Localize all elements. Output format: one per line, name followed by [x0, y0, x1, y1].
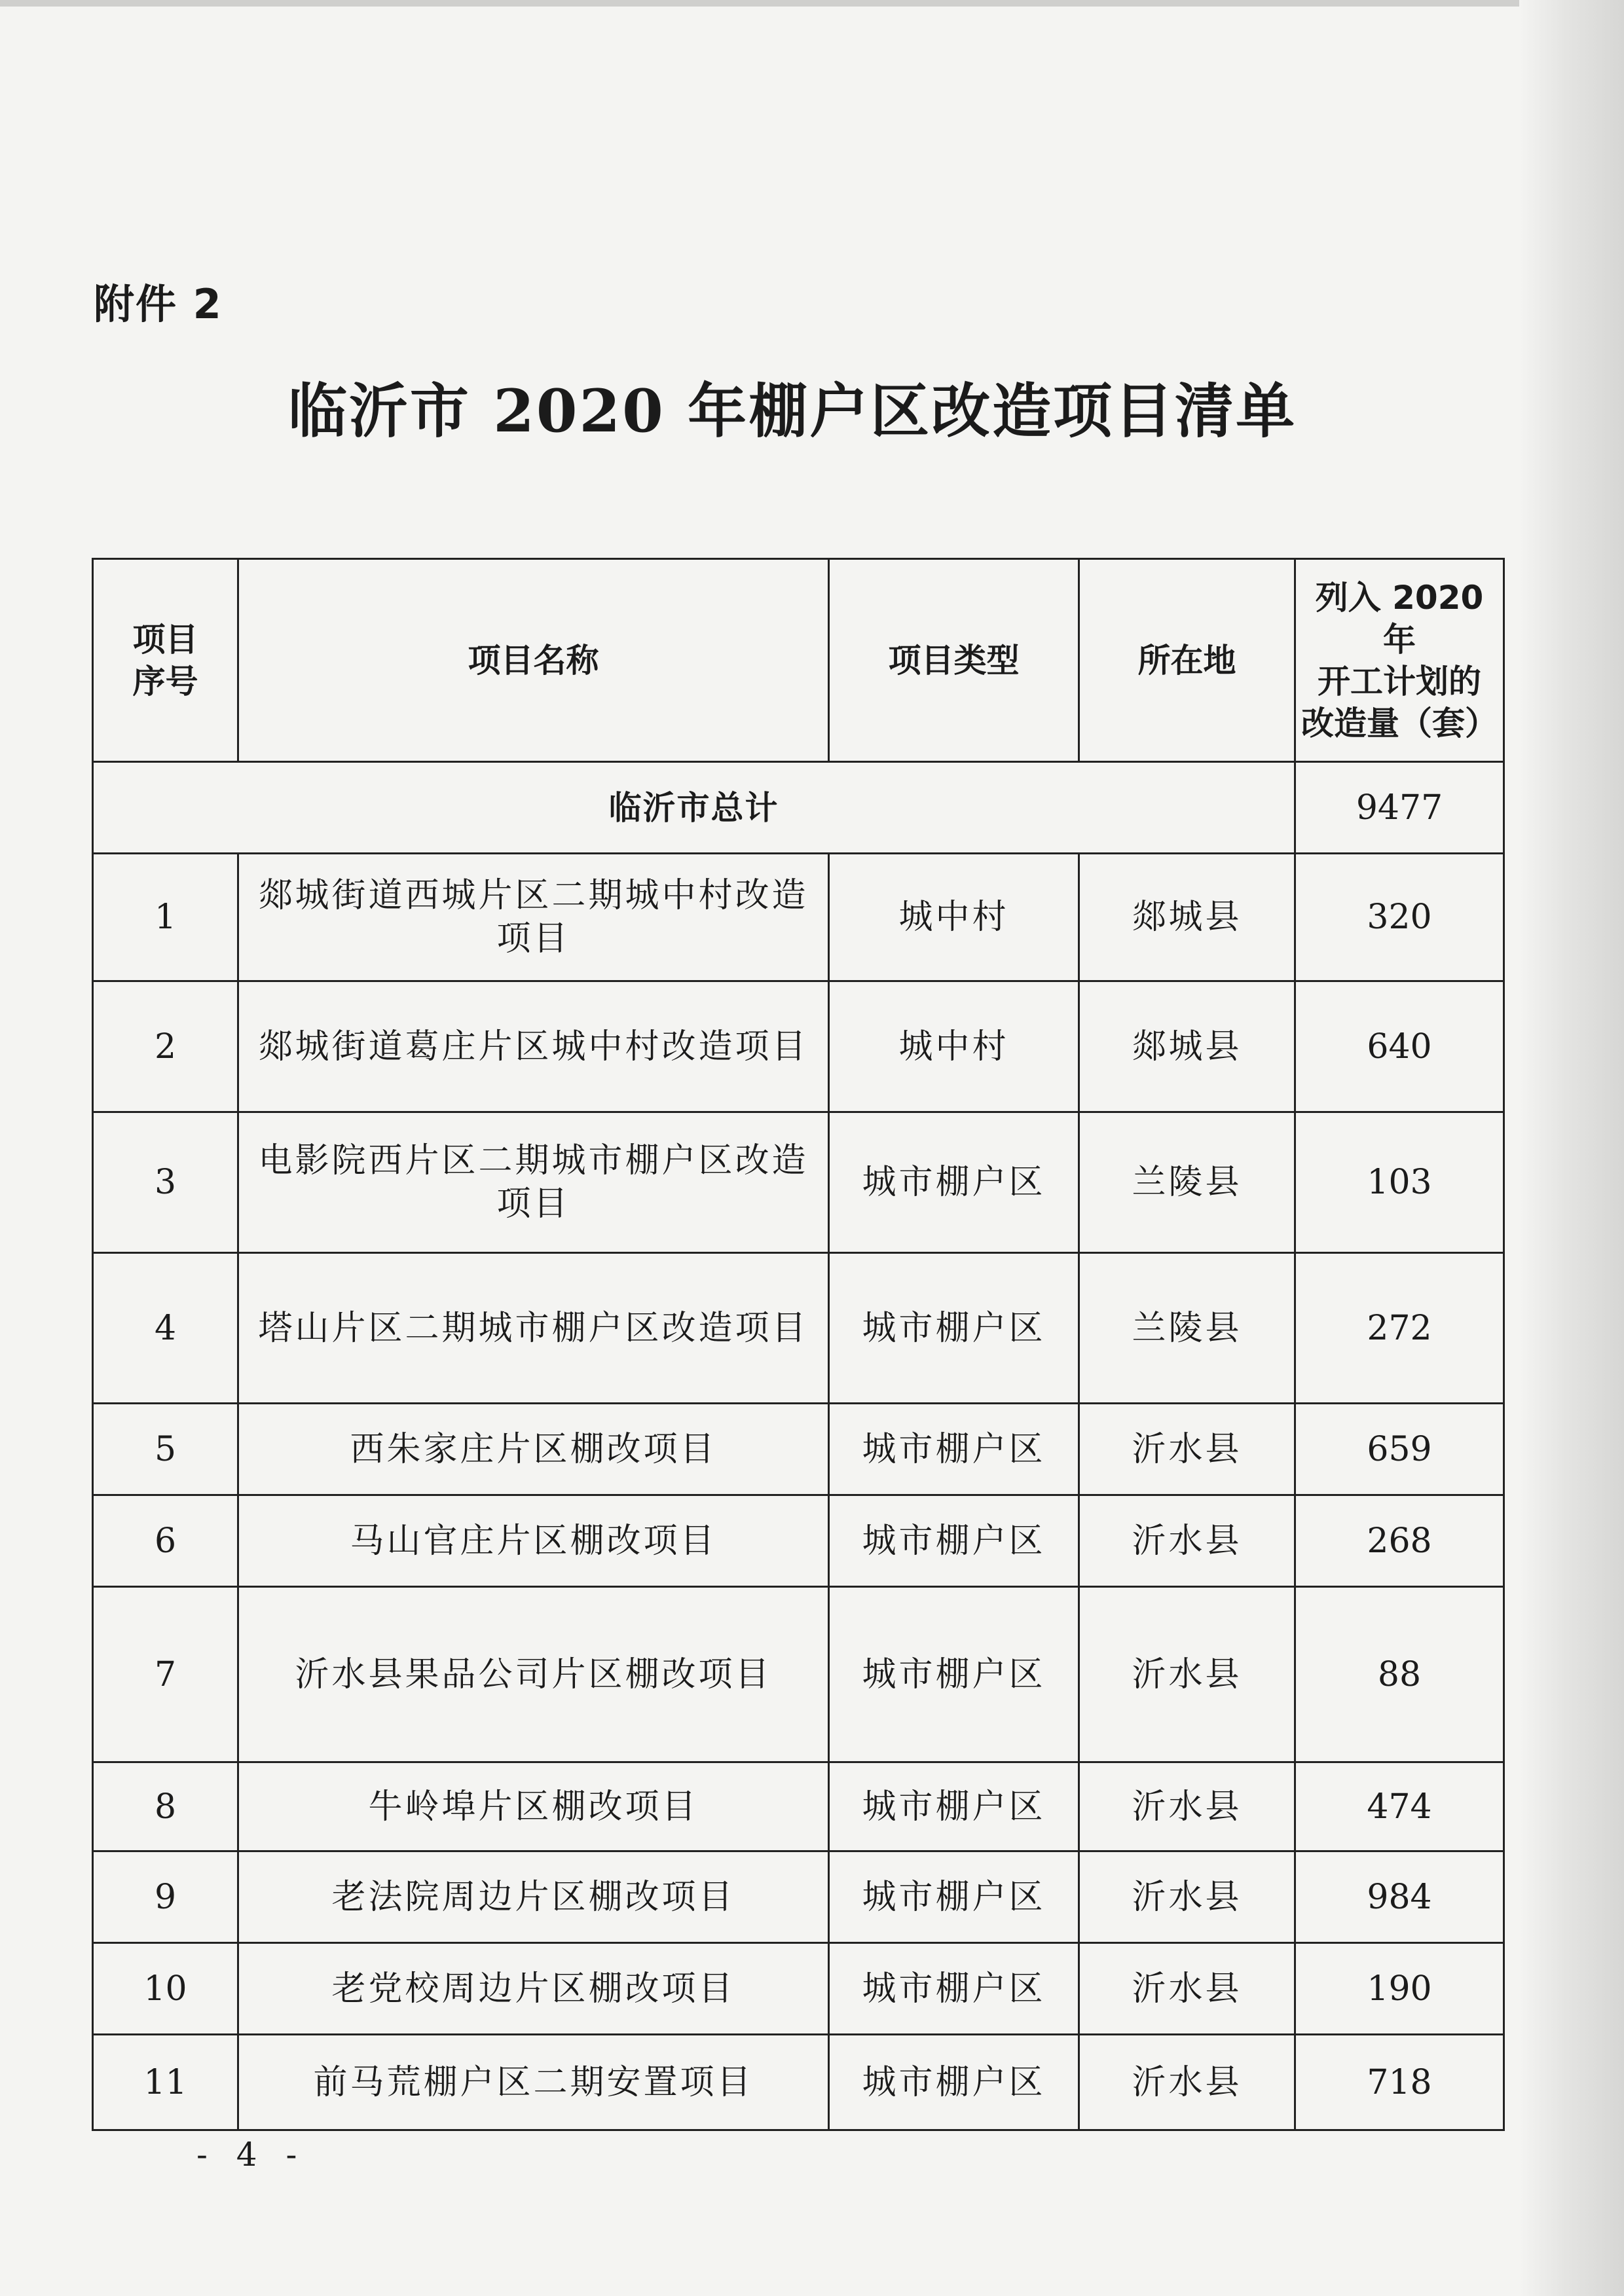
header-seq-line2: 序号 — [132, 662, 198, 701]
row-name: 塔山片区二期城市棚户区改造项目 — [238, 1253, 829, 1404]
row-location: 沂水县 — [1079, 1587, 1295, 1762]
row-quota: 474 — [1295, 1762, 1504, 1851]
total-value: 9477 — [1295, 762, 1504, 854]
row-seq: 8 — [93, 1762, 238, 1851]
table-row — [93, 1112, 1504, 1253]
row-quota: 320 — [1295, 854, 1504, 981]
table-row — [93, 1253, 1504, 1404]
row-location: 郯城县 — [1079, 854, 1295, 981]
table-row — [93, 1495, 1504, 1587]
row-name: 牛岭埠片区棚改项目 — [238, 1762, 829, 1851]
row-seq: 6 — [93, 1495, 238, 1587]
row-type: 城市棚户区 — [829, 1851, 1079, 1943]
row-type: 城市棚户区 — [829, 1112, 1079, 1253]
table-row — [93, 1587, 1504, 1762]
row-quota: 984 — [1295, 1851, 1504, 1943]
attachment-label: 附件 2 — [94, 280, 223, 328]
row-type: 城中村 — [829, 981, 1079, 1112]
row-quota: 268 — [1295, 1495, 1504, 1587]
row-seq: 4 — [93, 1253, 238, 1404]
row-type: 城市棚户区 — [829, 1943, 1079, 2035]
row-seq: 11 — [93, 2035, 238, 2130]
row-name: 老党校周边片区棚改项目 — [238, 1943, 829, 2035]
header-type: 项目类型 — [829, 559, 1079, 762]
row-location: 沂水县 — [1079, 1404, 1295, 1495]
header-location: 所在地 — [1079, 559, 1295, 762]
row-location: 沂水县 — [1079, 1943, 1295, 2035]
header-quota-line1: 列入 2020 年 — [1315, 578, 1484, 659]
row-name: 前马荒棚户区二期安置项目 — [238, 2035, 829, 2130]
row-seq: 10 — [93, 1943, 238, 2035]
row-name: 马山官庄片区棚改项目 — [238, 1495, 829, 1587]
total-label: 临沂市总计 — [93, 762, 1295, 854]
table-header-row — [93, 559, 1504, 762]
row-type: 城市棚户区 — [829, 1495, 1079, 1587]
table-row — [93, 1943, 1504, 2035]
row-location: 沂水县 — [1079, 1762, 1295, 1851]
row-name: 郯城街道西城片区二期城中村改造项目 — [238, 854, 829, 981]
row-location: 兰陵县 — [1079, 1253, 1295, 1404]
row-quota: 718 — [1295, 2035, 1504, 2130]
row-seq: 2 — [93, 981, 238, 1112]
header-name: 项目名称 — [238, 559, 829, 762]
row-seq: 3 — [93, 1112, 238, 1253]
row-location: 沂水县 — [1079, 1851, 1295, 1943]
row-quota: 659 — [1295, 1404, 1504, 1495]
row-name: 西朱家庄片区棚改项目 — [238, 1404, 829, 1495]
row-name: 电影院西片区二期城市棚户区改造项目 — [238, 1112, 829, 1253]
header-seq — [93, 559, 238, 762]
header-quota-line3: 改造量（套） — [1301, 704, 1498, 742]
scan-top-edge — [0, 0, 1624, 7]
row-type: 城市棚户区 — [829, 2035, 1079, 2130]
row-seq: 9 — [93, 1851, 238, 1943]
table-row — [93, 1404, 1504, 1495]
project-table — [92, 558, 1505, 2131]
row-name: 沂水县果品公司片区棚改项目 — [238, 1587, 829, 1762]
row-location: 沂水县 — [1079, 1495, 1295, 1587]
row-seq: 7 — [93, 1587, 238, 1762]
row-location: 沂水县 — [1079, 2035, 1295, 2130]
row-location: 兰陵县 — [1079, 1112, 1295, 1253]
row-type: 城中村 — [829, 854, 1079, 981]
table-row — [93, 854, 1504, 981]
document-title: 临沂市 2020 年棚户区改造项目清单 — [287, 376, 1297, 446]
header-quota — [1295, 559, 1504, 762]
table-row — [93, 981, 1504, 1112]
scan-right-edge — [1519, 0, 1624, 2296]
header-seq-line1: 项目 — [132, 620, 198, 659]
row-location: 郯城县 — [1079, 981, 1295, 1112]
row-seq: 1 — [93, 854, 238, 981]
row-name: 老法院周边片区棚改项目 — [238, 1851, 829, 1943]
header-quota-line2: 开工计划的 — [1318, 662, 1481, 701]
row-quota: 640 — [1295, 981, 1504, 1112]
row-type: 城市棚户区 — [829, 1762, 1079, 1851]
row-quota: 272 — [1295, 1253, 1504, 1404]
table-row — [93, 2035, 1504, 2130]
table-row — [93, 1851, 1504, 1943]
row-name: 郯城街道葛庄片区城中村改造项目 — [238, 981, 829, 1112]
total-row — [93, 762, 1504, 854]
table-row — [93, 1762, 1504, 1851]
row-quota: 103 — [1295, 1112, 1504, 1253]
page-number: - 4 - — [196, 2136, 306, 2174]
row-type: 城市棚户区 — [829, 1404, 1079, 1495]
row-type: 城市棚户区 — [829, 1253, 1079, 1404]
row-quota: 190 — [1295, 1943, 1504, 2035]
row-quota: 88 — [1295, 1587, 1504, 1762]
row-type: 城市棚户区 — [829, 1587, 1079, 1762]
row-seq: 5 — [93, 1404, 238, 1495]
